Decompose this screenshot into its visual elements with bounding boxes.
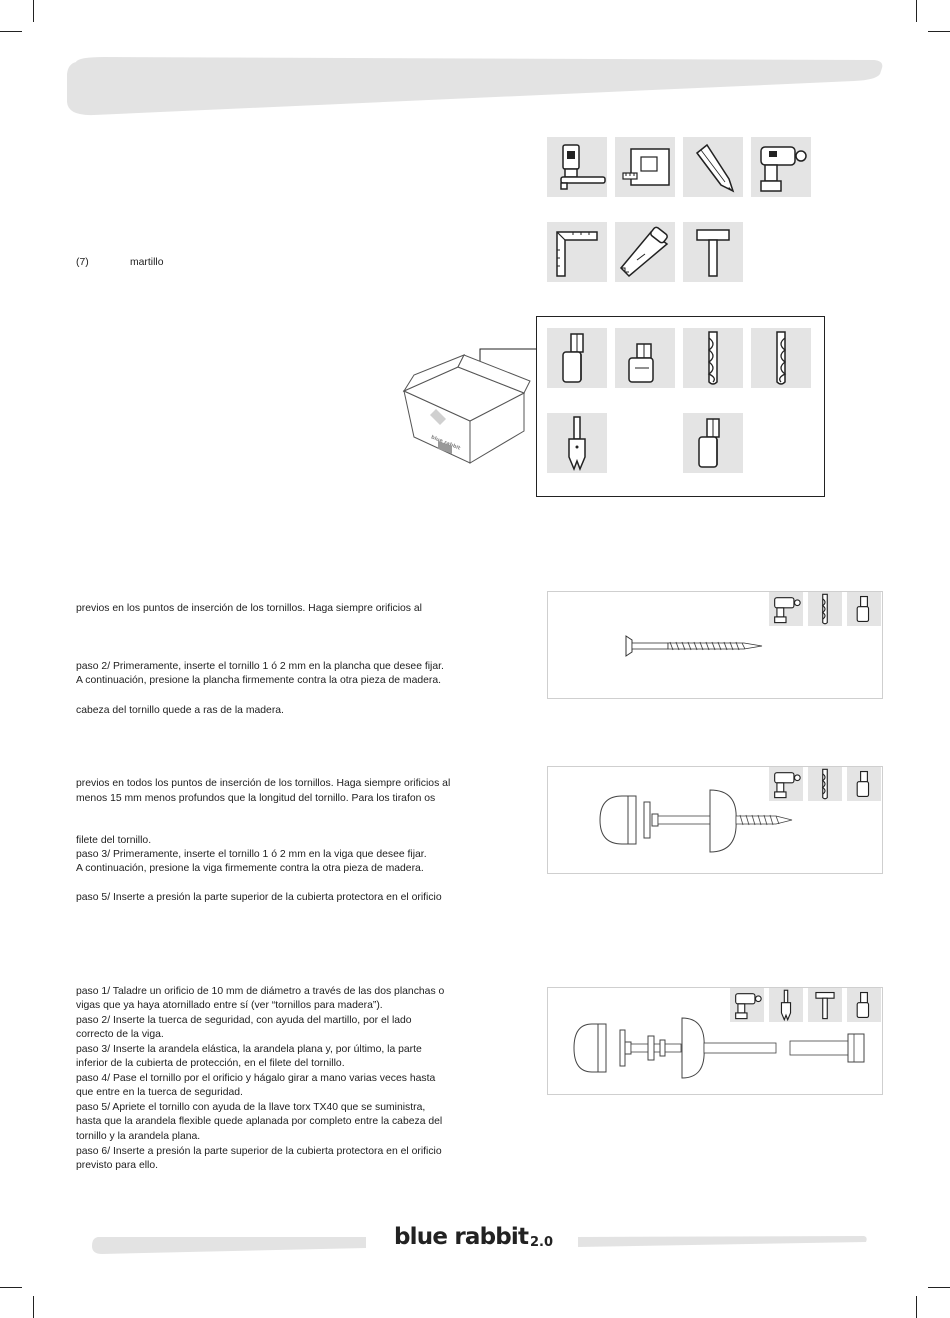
header-banner bbox=[64, 54, 886, 116]
bit-tile bbox=[615, 328, 675, 388]
pencil-icon bbox=[683, 137, 743, 197]
torx-bit-icon bbox=[547, 328, 607, 388]
crop-mark bbox=[0, 31, 22, 32]
tool-tile-small bbox=[808, 592, 842, 626]
tool-tile bbox=[683, 137, 743, 197]
torx-bit-short-icon bbox=[615, 328, 675, 388]
tool-tile bbox=[615, 222, 675, 282]
lag-screw-illustration bbox=[598, 786, 794, 856]
bit-tile bbox=[683, 328, 743, 388]
section1-line: paso 2/ Primeramente, inserte el tornillo 1 ó 2 mm en la plancha que desee fijar. bbox=[76, 661, 444, 672]
tool-tile-small bbox=[769, 592, 803, 626]
section2-line: A continuación, presione la viga firmemente contra la otra pieza de madera. bbox=[76, 863, 424, 874]
crop-mark bbox=[928, 31, 950, 32]
spade-bit-icon bbox=[547, 413, 607, 473]
drill-bit-icon bbox=[751, 328, 811, 388]
crop-mark bbox=[916, 1296, 917, 1318]
tool-number: (7) bbox=[76, 257, 89, 268]
drill-bit-icon bbox=[683, 328, 743, 388]
bit-tile bbox=[547, 413, 607, 473]
tape-measure-icon bbox=[615, 137, 675, 197]
section3-line: inferior de la cubierta de protección, en el filete del tornillo. bbox=[76, 1058, 345, 1069]
wood-screw-illustration bbox=[624, 634, 766, 658]
drill-bit-icon bbox=[808, 592, 842, 626]
drill-icon bbox=[769, 592, 803, 626]
tool-tile bbox=[683, 222, 743, 282]
tool-tile bbox=[547, 137, 607, 197]
bolt-illustration bbox=[572, 1016, 872, 1082]
section2-line: previos en todos los puntos de inserción de los tornillos. Haga siempre orificios al bbox=[76, 778, 451, 789]
tool-tile bbox=[751, 137, 811, 197]
socket-wrench-icon bbox=[547, 137, 607, 197]
crop-mark bbox=[33, 0, 34, 22]
drill-icon bbox=[751, 137, 811, 197]
section3-line: paso 1/ Taladre un orificio de 10 mm de diámetro a través de las dos planchas o bbox=[76, 986, 445, 997]
section3-line: paso 3/ Inserte la arandela elástica, la arandela plana y, por último, la parte bbox=[76, 1044, 422, 1055]
bit-tile bbox=[683, 413, 743, 473]
section1-line: cabeza del tornillo quede a ras de la madera. bbox=[76, 705, 284, 716]
section2-line: paso 3/ Primeramente, inserte el tornillo 1 ó 2 mm en la viga que desee fijar. bbox=[76, 849, 427, 860]
box-brand: blue rabbit bbox=[430, 434, 462, 452]
tool-tile-small bbox=[847, 592, 881, 626]
torx-bit-icon bbox=[847, 592, 881, 626]
tool-tile-small bbox=[808, 767, 842, 801]
section3-line: paso 5/ Apriete el tornillo con ayuda de la llave torx TX40 que se suministra, bbox=[76, 1102, 426, 1113]
section2-line: menos 15 mm menos profundos que la longitud del tornillo. Para los tirafon os bbox=[76, 793, 436, 804]
section3-line: correcto de la viga. bbox=[76, 1029, 164, 1040]
section2-line: filete del tornillo. bbox=[76, 835, 152, 846]
section1-line: previos en los puntos de inserción de los tornillos. Haga siempre orificios al bbox=[76, 603, 422, 614]
section2-line: paso 5/ Inserte a presión la parte superior de la cubierta protectora en el orificio bbox=[76, 892, 442, 903]
section3-line: que entre en la tuerca de seguridad. bbox=[76, 1087, 243, 1098]
footer-brand: blue rabbit bbox=[394, 1224, 529, 1250]
cardboard-box bbox=[400, 345, 540, 470]
tool-label: martillo bbox=[130, 257, 164, 268]
crop-mark bbox=[33, 1296, 34, 1318]
crop-mark bbox=[0, 1287, 22, 1288]
section3-line: tornillo y la arandela plana. bbox=[76, 1131, 201, 1142]
footer-bar-right bbox=[576, 1234, 870, 1250]
saw-icon bbox=[615, 222, 675, 282]
section3-line: previsto para ello. bbox=[76, 1160, 159, 1171]
drill-bit-icon bbox=[808, 767, 842, 801]
tool-tile bbox=[547, 222, 607, 282]
hammer-icon bbox=[683, 222, 743, 282]
section1-line: A continuación, presione la plancha firmemente contra la otra pieza de madera. bbox=[76, 675, 442, 686]
crop-mark bbox=[916, 0, 917, 22]
section3-line: hasta que la arandela flexible quede aplanada por completo entre la cabeza del bbox=[76, 1116, 443, 1127]
section3-line: paso 4/ Pase el tornillo por el orificio y hágalo girar a mano varias veces hasta bbox=[76, 1073, 436, 1084]
bit-tile bbox=[751, 328, 811, 388]
footer-version: 2.0 bbox=[530, 1235, 554, 1250]
footer-bar-left bbox=[90, 1234, 370, 1256]
section3-line: vigas que ya haya atornillado entre sí (ver “tornillos para madera”). bbox=[76, 1000, 383, 1011]
square-ruler-icon bbox=[547, 222, 607, 282]
bit-tile bbox=[547, 328, 607, 388]
section3-line: paso 6/ Inserte a presión la parte superior de la cubierta protectora en el orificio bbox=[76, 1146, 442, 1157]
torx-bit-icon bbox=[847, 767, 881, 801]
tool-tile-small bbox=[847, 767, 881, 801]
section3-line: paso 2/ Inserte la tuerca de seguridad, con ayuda del martillo, por el lado bbox=[76, 1015, 412, 1026]
crop-mark bbox=[928, 1287, 950, 1288]
tool-tile bbox=[615, 137, 675, 197]
torx-bit-icon bbox=[683, 413, 743, 473]
